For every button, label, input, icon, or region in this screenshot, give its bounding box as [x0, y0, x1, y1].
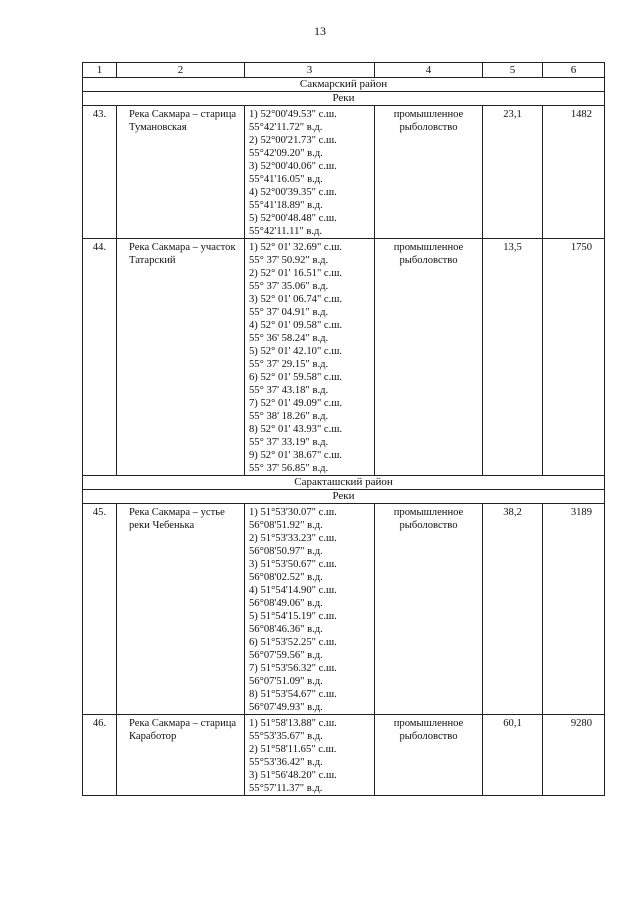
row-number-cell	[83, 504, 117, 715]
coordinate-line: 8) 51°53'54.67" с.ш.	[249, 689, 337, 700]
area-value-cell	[483, 106, 543, 239]
usage-purpose-cell	[375, 715, 483, 796]
coordinate-line: 55°42'11.11" в.д.	[249, 226, 323, 237]
column-header: 2	[117, 63, 245, 78]
row-number: 46.	[92, 718, 107, 729]
coordinate-line: 2) 51°58'11.65" с.ш.	[249, 744, 337, 755]
row-number-cell	[83, 106, 117, 239]
water-body-name-cell	[117, 715, 245, 796]
fishing-grounds-table	[82, 62, 605, 796]
category-name: Реки	[83, 490, 605, 504]
row-number-cell	[83, 715, 117, 796]
district-row	[83, 78, 605, 92]
water-body-name: Река Сакмара – участок Татарский	[129, 242, 236, 266]
coordinate-line: 55° 38' 18.26" в.д.	[249, 411, 329, 422]
column-header: 1	[83, 63, 117, 78]
coordinate-line: 55°42'11.72" в.д.	[249, 122, 323, 133]
water-body-name: Река Сакмара – старица Тумановская	[129, 109, 237, 133]
catch-value: 1482	[570, 109, 592, 120]
table-row	[83, 239, 605, 476]
coordinate-line: 3) 51°56'48.20" с.ш.	[249, 770, 337, 781]
water-body-name-cell	[117, 504, 245, 715]
coordinate-line: 56°08'02.52" в.д.	[249, 572, 323, 583]
district-row	[83, 476, 605, 490]
coordinate-line: 3) 52°00'40.06" с.ш.	[249, 161, 337, 172]
column-header: 6	[543, 63, 605, 78]
catch-value: 1750	[570, 242, 592, 253]
usage-purpose: промышленное рыболовство	[393, 109, 464, 133]
column-header: 5	[483, 63, 543, 78]
coordinate-line: 6) 52° 01' 59.58" с.ш.	[249, 372, 343, 383]
coordinate-line: 1) 52°00'49.53" с.ш.	[249, 109, 337, 120]
area-value-cell	[483, 504, 543, 715]
usage-purpose-cell	[375, 106, 483, 239]
coordinate-line: 56°07'59.56" в.д.	[249, 650, 323, 661]
water-body-name: Река Сакмара – старица Каработор	[129, 718, 237, 742]
row-number: 43.	[92, 109, 107, 120]
column-header-row	[83, 63, 605, 78]
coordinate-line: 56°08'49.06" в.д.	[249, 598, 323, 609]
coordinate-line: 1) 51°58'13.88" с.ш.	[249, 718, 337, 729]
coordinate-line: 55° 36' 58.24" в.д.	[249, 333, 329, 344]
coordinate-line: 56°08'50.97" в.д.	[249, 546, 323, 557]
table-row	[83, 504, 605, 715]
usage-purpose: промышленное рыболовство	[393, 242, 464, 266]
usage-purpose-cell	[375, 504, 483, 715]
area-value-cell	[483, 239, 543, 476]
coordinate-line: 55° 37' 04.91" в.д.	[249, 307, 329, 318]
coordinate-line: 2) 52°00'21.73" с.ш.	[249, 135, 337, 146]
area-value: 13,5	[503, 242, 522, 253]
category-row	[83, 490, 605, 504]
catch-value-cell	[543, 504, 605, 715]
area-value-cell	[483, 715, 543, 796]
table-row	[83, 715, 605, 796]
coordinate-line: 5) 51°54'15.19" с.ш.	[249, 611, 337, 622]
coordinate-line: 5) 52°00'48.48" с.ш.	[249, 213, 337, 224]
coordinate-line: 6) 51°53'52.25" с.ш.	[249, 637, 337, 648]
area-value: 38,2	[503, 507, 522, 518]
coordinate-line: 3) 52° 01' 06.74" с.ш.	[249, 294, 343, 305]
coordinate-line: 4) 51°54'14.90" с.ш.	[249, 585, 337, 596]
coordinates-cell	[245, 504, 375, 715]
coordinate-line: 55° 37' 29.15" в.д.	[249, 359, 329, 370]
water-body-name: Река Сакмара – устье реки Чебенька	[129, 507, 225, 531]
usage-purpose: промышленное рыболовство	[393, 718, 464, 742]
coordinate-line: 9) 52° 01' 38.67" с.ш.	[249, 450, 343, 461]
category-row	[83, 92, 605, 106]
coordinate-line: 56°07'51.09" в.д.	[249, 676, 323, 687]
coordinate-line: 1) 51°53'30.07" с.ш.	[249, 507, 337, 518]
catch-value-cell	[543, 239, 605, 476]
row-number: 45.	[92, 507, 107, 518]
coordinates-cell	[245, 239, 375, 476]
table-row	[83, 106, 605, 239]
coordinate-line: 7) 51°53'56.32" с.ш.	[249, 663, 337, 674]
coordinate-line: 55° 37' 33.19" в.д.	[249, 437, 329, 448]
coordinate-line: 55°41'18.89" в.д.	[249, 200, 323, 211]
coordinate-line: 2) 51°53'33.23" с.ш.	[249, 533, 337, 544]
water-body-name-cell	[117, 239, 245, 476]
coordinate-line: 55°57'11.37" в.д.	[249, 783, 323, 794]
column-header: 4	[375, 63, 483, 78]
coordinate-line: 56°08'51.92" в.д.	[249, 520, 323, 531]
coordinates-cell	[245, 715, 375, 796]
row-number-cell	[83, 239, 117, 476]
coordinate-line: 56°08'46.36" в.д.	[249, 624, 323, 635]
coordinate-line: 55° 37' 50.92" в.д.	[249, 255, 329, 266]
coordinate-line: 4) 52°00'39.35" с.ш.	[249, 187, 337, 198]
column-header: 3	[245, 63, 375, 78]
coordinate-line: 3) 51°53'50.67" с.ш.	[249, 559, 337, 570]
coordinate-line: 7) 52° 01' 49.09" с.ш.	[249, 398, 343, 409]
coordinate-line: 1) 52° 01' 32.69" с.ш.	[249, 242, 343, 253]
district-name: Саракташский район	[83, 476, 605, 490]
district-name: Сакмарский район	[83, 78, 605, 92]
catch-value: 9280	[570, 718, 592, 729]
catch-value: 3189	[570, 507, 592, 518]
coordinate-line: 2) 52° 01' 16.51" с.ш.	[249, 268, 343, 279]
coordinate-line: 55° 37' 43.18" в.д.	[249, 385, 329, 396]
coordinate-line: 55°42'09.20" в.д.	[249, 148, 323, 159]
catch-value-cell	[543, 715, 605, 796]
usage-purpose: промышленное рыболовство	[393, 507, 464, 531]
water-body-name-cell	[117, 106, 245, 239]
coordinate-line: 8) 52° 01' 43.93" с.ш.	[249, 424, 343, 435]
area-value: 23,1	[503, 109, 522, 120]
row-number: 44.	[92, 242, 107, 253]
category-name: Реки	[83, 92, 605, 106]
coordinates-cell	[245, 106, 375, 239]
coordinate-line: 5) 52° 01' 42.10" с.ш.	[249, 346, 343, 357]
coordinate-line: 55° 37' 35.06" в.д.	[249, 281, 329, 292]
page-number: 13	[314, 24, 326, 38]
coordinate-line: 55°53'35.67" в.д.	[249, 731, 323, 742]
coordinate-line: 4) 52° 01' 09.58" с.ш.	[249, 320, 343, 331]
area-value: 60,1	[503, 718, 522, 729]
catch-value-cell	[543, 106, 605, 239]
coordinate-line: 55° 37' 56.85" в.д.	[249, 463, 329, 474]
coordinate-line: 55°41'16.05" в.д.	[249, 174, 323, 185]
coordinate-line: 56°07'49.93" в.д.	[249, 702, 323, 713]
coordinate-line: 55°53'36.42" в.д.	[249, 757, 323, 768]
usage-purpose-cell	[375, 239, 483, 476]
